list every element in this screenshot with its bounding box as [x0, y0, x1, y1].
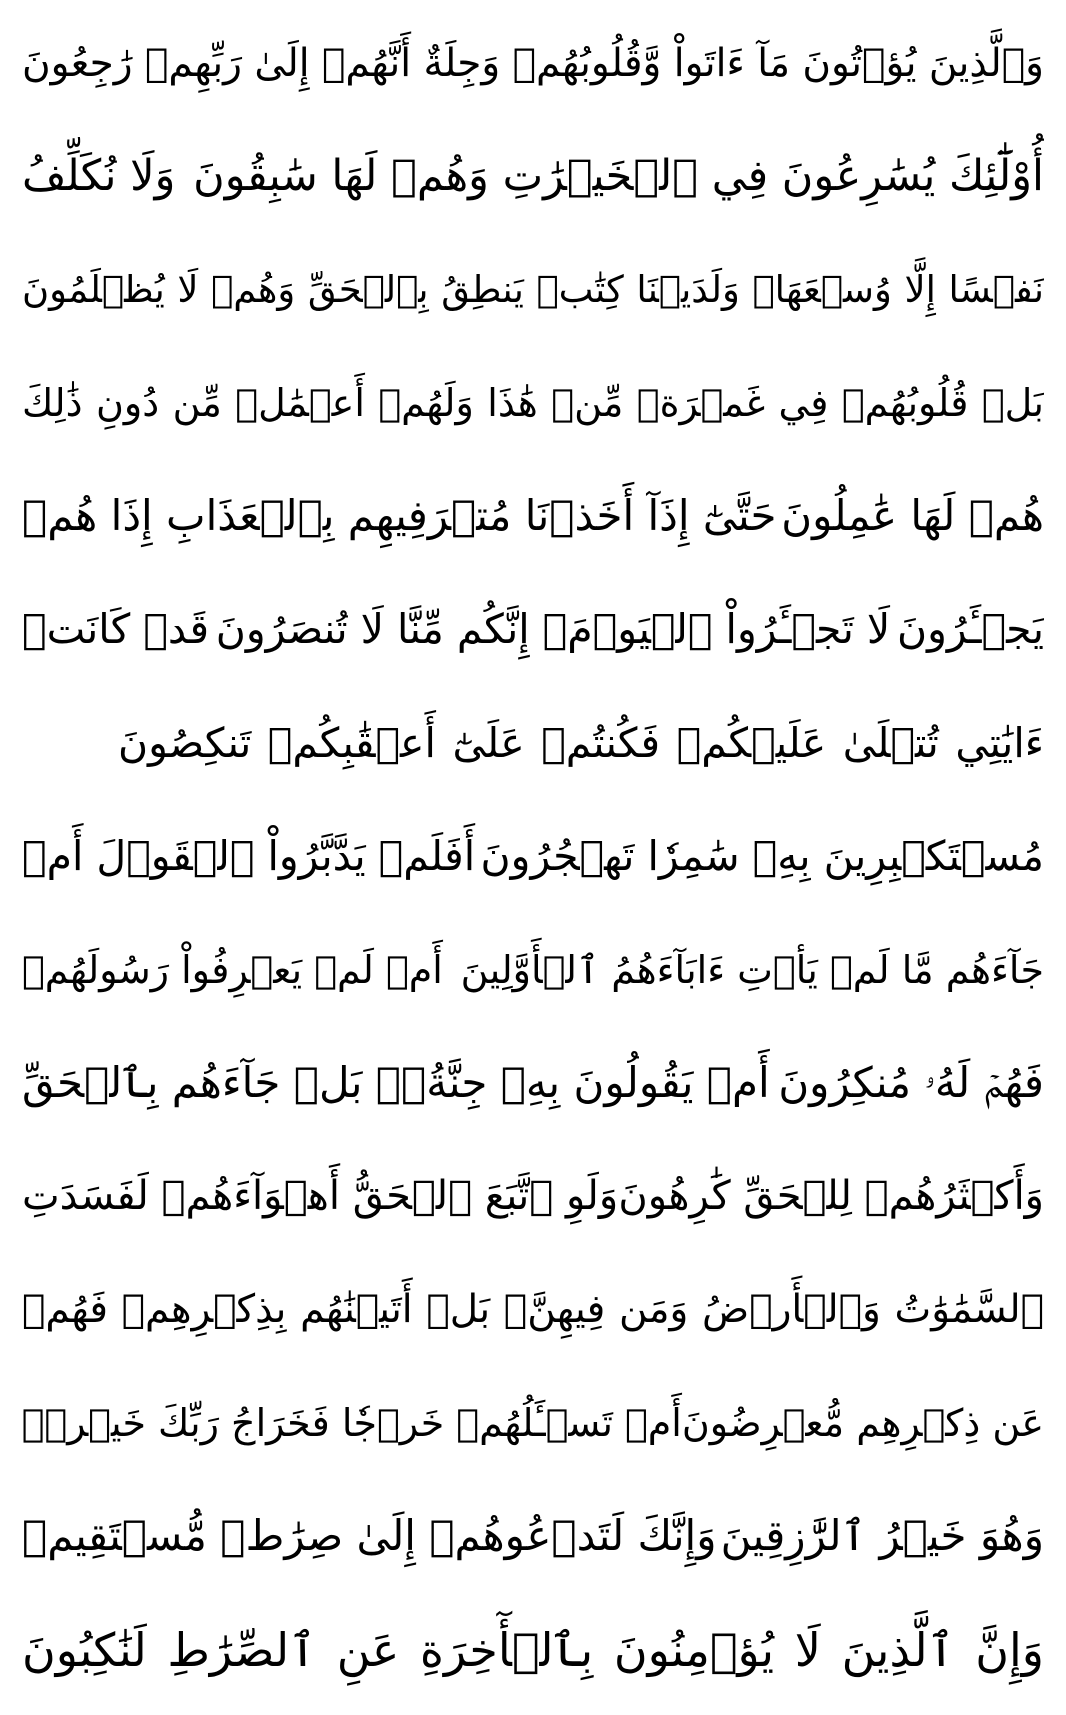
text-line-3: [22, 245, 1044, 335]
line-4-text: بَلۡ قُلُوبُهُمۡ فِي غَمۡرَةٖ مِّنۡ هَٰذَا وَلَهُمۡ أَعۡمَٰلٞ مِّن دُونِ ذَٰلِكَ: [22, 381, 1044, 426]
text-line-2: [22, 131, 1044, 221]
line-2-segment-1: أُوْلَٰٓئِكَ يُسَٰرِعُونَ فِي ٱلۡخَيۡرَٰتِ وَهُمۡ لَهَا سَٰبِقُونَ: [193, 150, 1044, 201]
line-5-segment-1: هُمۡ لَهَا عَٰمِلُونَ: [781, 491, 1044, 541]
line-13-segment-1: عَن ذِكۡرِهِم مُّعۡرِضُونَ: [681, 1401, 1044, 1446]
text-line-10: [22, 1038, 1044, 1128]
line-13-segment-2: أَمۡ تَسۡـَٔلُهُمۡ خَرۡجٗا فَخَرَاجُ رَبِّكَ خَيۡرٞۖ: [22, 1401, 682, 1446]
line-6-segment-3: قَدۡ كَانَتۡ: [22, 605, 210, 654]
line-12-text: ٱلسَّمَٰوَٰتُ وَٱلۡأَرۡضُ وَمَن فِيهِنَّۚ بَلۡ أَتَيۡنَٰهُم بِذِكۡرِهِمۡ فَهُمۡ: [22, 1287, 1044, 1333]
text-line-5: [22, 471, 1044, 561]
line-8-segment-2: أَفَلَمۡ يَدَّبَّرُواْ ٱلۡقَوۡلَ أَمۡ: [22, 831, 476, 880]
text-line-7: [22, 698, 1044, 788]
text-line-15: [22, 1605, 1044, 1695]
line-10-segment-2: أَمۡ يَقُولُونَ بِهِۦ جِنَّةُۢۚ بَلۡ جَآءَهُم بِٱلۡحَقِّ: [22, 1058, 770, 1108]
line-7-text: ءَايَٰتِي تُتۡلَىٰ عَلَيۡكُمۡ فَكُنتُمۡ عَلَىٰٓ أَعۡقَٰبِكُمۡ تَنكِصُونَ: [118, 718, 1044, 767]
text-line-8: [22, 811, 1044, 901]
line-11-segment-2: وَلَوِ ٱتَّبَعَ ٱلۡحَقُّ أَهۡوَآءَهُمۡ لَفَسَدَتِ: [22, 1173, 619, 1220]
line-8-segment-1: مُسۡتَكۡبِرِينَ بِهِۦ سَٰمِرٗا تَهۡجُرُونَ: [480, 831, 1044, 880]
line-15-text: وَإِنَّ ٱلَّذِينَ لَا يُؤۡمِنُونَ بِٱلۡأٓخِرَةِ عَنِ ٱلصِّرَٰطِ لَنَٰكِبُونَ: [22, 1622, 1044, 1677]
text-line-12: [22, 1265, 1044, 1355]
line-14-segment-1: وَهُوَ خَيۡرُ ٱلرَّٰزِقِينَ: [720, 1511, 1044, 1561]
line-6-segment-2: لَا تَجۡـَٔرُواْ ٱلۡيَوۡمَۖ إِنَّكُم مِّنَّا لَا تُنصَرُونَ: [215, 605, 891, 654]
line-6-segment-1: يَجۡـَٔرُونَ: [896, 605, 1044, 654]
line-2-segment-2: وَلَا نُكَلِّفُ: [22, 150, 176, 201]
line-3-text: نَفۡسًا إِلَّا وُسۡعَهَاۖ وَلَدَيۡنَا كِتَٰبٞ يَنطِقُ بِٱلۡحَقِّ وَهُمۡ لَا يُظۡلَمُونَ: [22, 268, 1044, 312]
text-line-9: [22, 925, 1044, 1015]
text-line-6: [22, 585, 1044, 675]
text-line-13: [22, 1378, 1044, 1468]
line-9-segment-2: أَمۡ لَمۡ يَعۡرِفُواْ رَسُولَهُمۡ: [22, 947, 443, 992]
text-line-14: [22, 1491, 1044, 1581]
line-11-segment-1: وَأَكۡثَرُهُمۡ لِلۡحَقِّ كَٰرِهُونَ: [618, 1173, 1044, 1220]
line-1-text: وَٱلَّذِينَ يُؤۡتُونَ مَآ ءَاتَواْ وَّقُلُوبُهُمۡ وَجِلَةٌ أَنَّهُمۡ إِلَىٰ رَبِّهِمۡ رَٰجِعُونَ: [22, 40, 1044, 86]
line-9-segment-1: جَآءَهُم مَّا لَمۡ يَأۡتِ ءَابَآءَهُمُ ٱلۡأَوَّلِينَ: [460, 947, 1044, 992]
text-line-1: [22, 18, 1044, 108]
text-line-11: [22, 1151, 1044, 1241]
line-14-segment-2: وَإِنَّكَ لَتَدۡعُوهُمۡ إِلَىٰ صِرَٰطٖ مُّسۡتَقِيمٖ: [22, 1511, 717, 1561]
text-line-4: [22, 358, 1044, 448]
line-10-segment-1: فَهُمۡ لَهُۥ مُنكِرُونَ: [778, 1058, 1044, 1108]
line-5-segment-2: حَتَّىٰٓ إِذَآ أَخَذۡنَا مُتۡرَفِيهِم بِٱلۡعَذَابِ إِذَا هُمۡ: [22, 491, 777, 541]
